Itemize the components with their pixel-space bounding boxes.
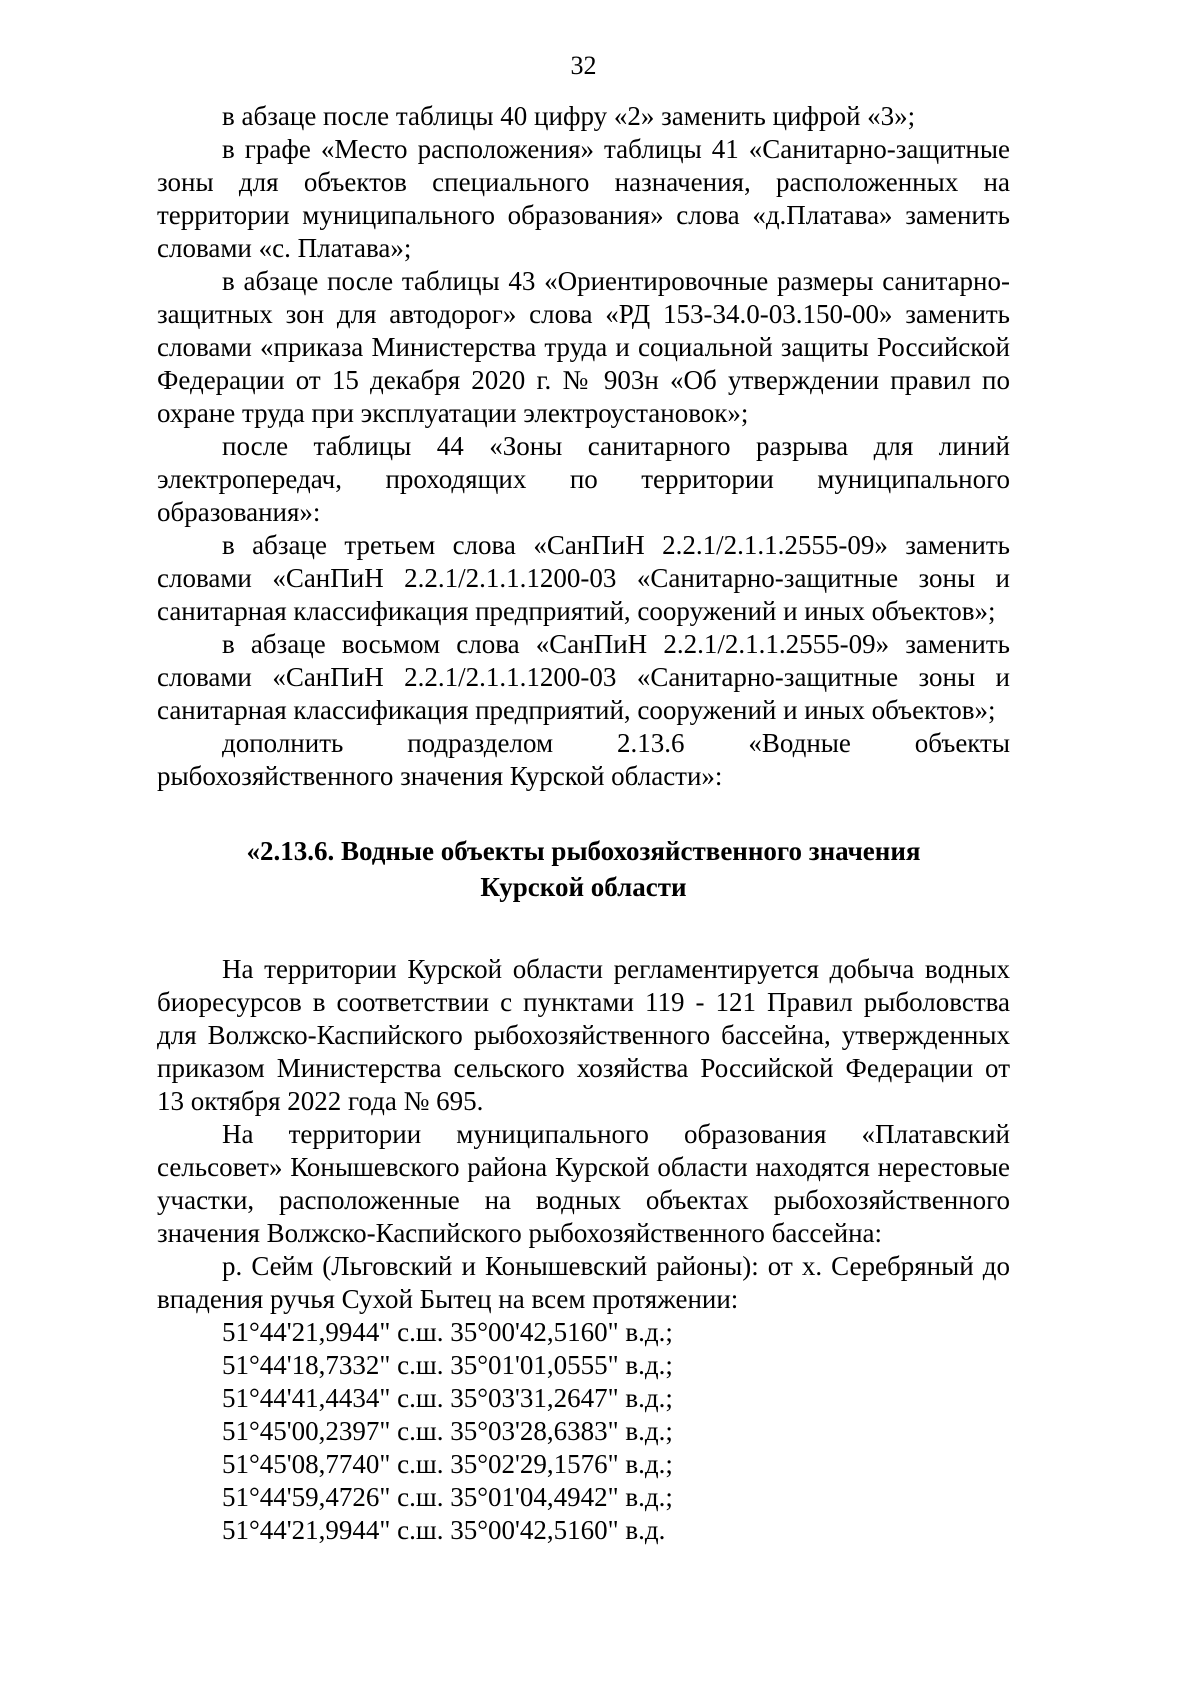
paragraph-after-table44: после таблицы 44 «Зоны санитарного разрыва для линий электропередач, проходящих по территории муниципального образования»: <box>157 431 1010 527</box>
paragraph-amend-table40: в абзаце после таблицы 40 цифру «2» заменить цифрой «3»; <box>222 101 916 131</box>
section-heading-line2: Курской области <box>480 872 687 902</box>
coordinate-line-2: 51°44'18,7332" с.ш. 35°01'01,0555" в.д.; <box>222 1350 673 1380</box>
coordinate-line-4: 51°45'00,2397" с.ш. 35°03'28,6383" в.д.; <box>222 1416 673 1446</box>
paragraph-amend-third: в абзаце третьем слова «СанПиН 2.2.1/2.1.1.2555-09» заменить словами «СанПиН 2.2.1/2.1.1.1200-03 «Санитарно-защитные зоны и санитарная классификация предприятий, сооружений и иных объектов»; <box>157 530 1010 626</box>
coordinate-line-5: 51°45'08,7740" с.ш. 35°02'29,1576" в.д.; <box>222 1449 673 1479</box>
section-heading-line1: «2.13.6. Водные объекты рыбохозяйственного значения <box>246 836 921 866</box>
coordinate-line-3: 51°44'41,4434" с.ш. 35°03'31,2647" в.д.; <box>222 1383 673 1413</box>
paragraph-spawning-areas: На территории муниципального образования «Платавский сельсовет» Конышевского района Курской области находятся нерестовые участки, расположенные на водных объектах рыбохозяйственного значения Волжско-Каспийского рыбохозяйственного бассейна: <box>157 1119 1010 1248</box>
paragraph-amend-table41: в графе «Место расположения» таблицы 41 «Санитарно-защитные зоны для объектов специального назначения, расположенных на территории муниципального образования» слова «д.Платава» заменить словами «с. Платава»; <box>157 134 1010 263</box>
paragraph-river-seym: р. Сейм (Льговский и Конышевский районы): от х. Серебряный до впадения ручья Сухой Бытец на всем протяжении: <box>157 1251 1010 1314</box>
coordinate-line-6: 51°44'59,4726" с.ш. 35°01'04,4942" в.д.; <box>222 1482 673 1512</box>
document-content <box>157 100 1010 1547</box>
coordinates-list <box>157 1316 1010 1547</box>
paragraph-fishing-rules: На территории Курской области регламентируется добыча водных биоресурсов в соответствии с пунктами 119 - 121 Правил рыболовства для Волжско-Каспийского рыбохозяйственного бассейна, утвержденных приказом Министерства сельского хозяйства Российской Федерации от 13 октября 2022 года № 695. <box>157 954 1010 1116</box>
coordinate-line-1: 51°44'21,9944" с.ш. 35°00'42,5160" в.д.; <box>222 1317 673 1347</box>
paragraph-amend-table43: в абзаце после таблицы 43 «Ориентировочные размеры санитарно-защитных зон для автодорог» слова «РД 153-34.0-03.150-00» заменить словами «приказа Министерства труда и социальной защиты Российской Федерации от 15 декабря 2020 г. № 903н «Об утверждении правил по охране труда при эксплуатации электроустановок»; <box>157 266 1010 428</box>
coordinate-line-7: 51°44'21,9944" с.ш. 35°00'42,5160" в.д. <box>222 1515 666 1545</box>
section-heading <box>157 833 1010 905</box>
page-number: 32 <box>570 51 597 80</box>
paragraph-amend-eighth: в абзаце восьмом слова «СанПиН 2.2.1/2.1.1.2555-09» заменить словами «СанПиН 2.2.1/2.1.1.1200-03 «Санитарно-защитные зоны и санитарная классификация предприятий, сооружений и иных объектов»; <box>157 629 1010 725</box>
paragraph-add-subsection: дополнить подразделом 2.13.6 «Водные объекты рыбохозяйственного значения Курской области»: <box>157 728 1010 791</box>
